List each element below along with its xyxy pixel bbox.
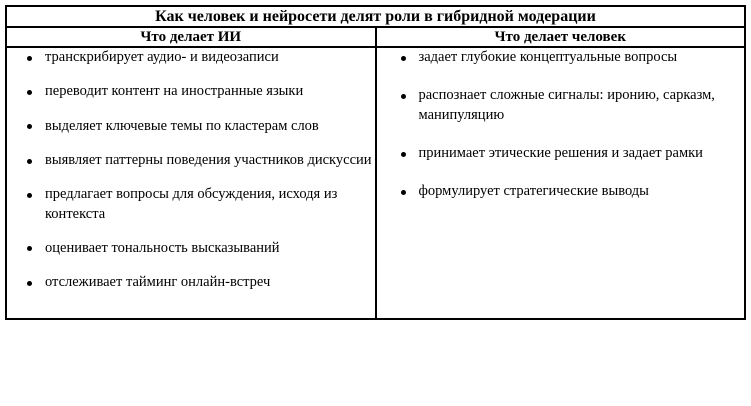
list-item (377, 48, 745, 67)
bullet-icon (401, 190, 406, 195)
list-item (7, 151, 375, 170)
column-body-human (376, 47, 746, 319)
bullet-icon (401, 94, 406, 99)
list-item-label: выявляет паттерны поведения участников дискуссии (45, 152, 372, 169)
column-header-human: Что делает человек (376, 27, 746, 47)
document-title: Как человек и нейросети делят роли в гибридной модерации (6, 6, 745, 27)
list-item-label: принимает этические решения и задает рамки (418, 145, 703, 162)
list-item (7, 273, 375, 292)
list-item (377, 86, 745, 125)
table-body-row (6, 47, 745, 319)
list-item (377, 144, 745, 163)
list-item (7, 48, 375, 67)
bullet-icon (27, 56, 32, 61)
list-item (7, 239, 375, 258)
bullet-icon (27, 90, 32, 95)
list-item (7, 82, 375, 101)
list-item-label: оценивает тональность высказываний (45, 239, 280, 256)
bullet-icon (401, 56, 406, 61)
bullet-icon (27, 246, 32, 251)
human-task-list (377, 48, 745, 201)
list-item-label: предлагает вопросы для обсуждения, исходя из контекста (45, 186, 338, 222)
list-item (7, 117, 375, 136)
bullet-icon (401, 152, 406, 157)
table-header-row (6, 27, 745, 47)
list-item-label: задает глубокие концептуальные вопросы (418, 49, 678, 66)
list-item-label: отслеживает тайминг онлайн-встреч (45, 274, 271, 291)
list-item (377, 182, 745, 201)
list-item-label: переводит контент на иностранные языки (45, 83, 304, 100)
bullet-icon (27, 193, 32, 198)
bullet-icon (27, 281, 32, 286)
document-sheet (0, 5, 751, 406)
bullet-icon (27, 124, 32, 129)
comparison-table (5, 5, 746, 320)
list-item-label: распознает сложные сигналы: иронию, сарказм, манипуляцию (418, 87, 715, 123)
ai-task-list (7, 48, 375, 292)
table-title-row (6, 6, 745, 27)
list-item-label: формулирует стратегические выводы (418, 183, 649, 200)
list-item-label: транскрибирует аудио- и видеозаписи (45, 49, 279, 66)
list-item (7, 185, 375, 224)
bullet-icon (27, 159, 32, 164)
column-header-ai: Что делает ИИ (6, 27, 376, 47)
column-body-ai (6, 47, 376, 319)
list-item-label: выделяет ключевые темы по кластерам слов (45, 117, 319, 134)
